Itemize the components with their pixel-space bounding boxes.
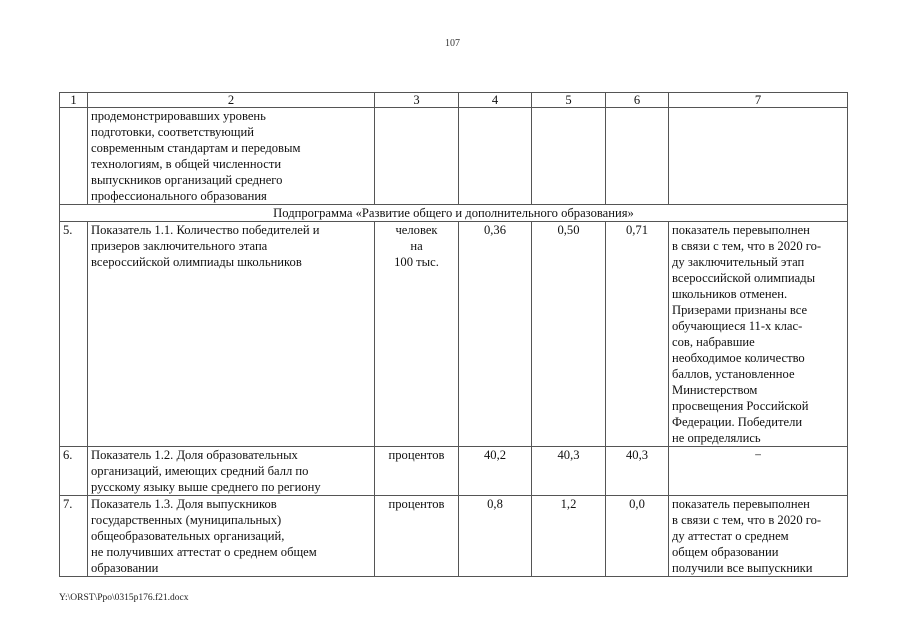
row-number: 5. [60, 222, 88, 447]
value-cell [459, 108, 532, 205]
unit-cell [375, 108, 459, 205]
note-cell: − [669, 447, 848, 496]
header-cell: 1 [60, 93, 88, 108]
unit-cell: процентов [375, 447, 459, 496]
subprogram-row [60, 205, 848, 222]
header-cell: 7 [669, 93, 848, 108]
page-number: 107 [445, 38, 460, 49]
header-cell: 4 [459, 93, 532, 108]
header-row [60, 93, 848, 108]
note-cell [669, 108, 848, 205]
indicators-table [59, 92, 848, 577]
header-cell: 6 [606, 93, 669, 108]
value-cell: 0,8 [459, 496, 532, 577]
unit-cell: человек на 100 тыс. [375, 222, 459, 447]
value-cell: 40,3 [606, 447, 669, 496]
note-cell: показатель перевыполнен в связи с тем, что в 2020 го- ду заключительный этап всероссийской олимпиады школьников отменен. Призерами признаны все обучающиеся 11-х клас- сов, набравшие необходимое количество баллов, установленное Министерством просвещения Российской Федерации. Победители не определялись [669, 222, 848, 447]
row-number: 6. [60, 447, 88, 496]
value-cell [532, 108, 606, 205]
header-cell: 5 [532, 93, 606, 108]
table-row [60, 447, 848, 496]
value-cell [606, 108, 669, 205]
indicator-cell: продемонстрировавших уровень подготовки, соответствующий современным стандартам и передовым технологиям, в общей численности выпускников организаций среднего профессионального образования [88, 108, 375, 205]
table-row [60, 222, 848, 447]
table-row [60, 496, 848, 577]
value-cell: 40,3 [532, 447, 606, 496]
header-cell: 2 [88, 93, 375, 108]
indicator-cell: Показатель 1.1. Количество победителей и призеров заключительного этапа всероссийской олимпиады школьников [88, 222, 375, 447]
table-row [60, 108, 848, 205]
value-cell: 0,50 [532, 222, 606, 447]
subprogram-heading: Подпрограмма «Развитие общего и дополнительного образования» [60, 205, 848, 222]
value-cell: 0,0 [606, 496, 669, 577]
indicator-cell: Показатель 1.3. Доля выпускников государственных (муниципальных) общеобразовательных организаций, не получивших аттестат о среднем общем образовании [88, 496, 375, 577]
row-number: 7. [60, 496, 88, 577]
value-cell: 0,71 [606, 222, 669, 447]
value-cell: 1,2 [532, 496, 606, 577]
row-number [60, 108, 88, 205]
value-cell: 0,36 [459, 222, 532, 447]
note-cell: показатель перевыполнен в связи с тем, что в 2020 го- ду аттестат о среднем общем образовании получили все выпускники [669, 496, 848, 577]
indicator-cell: Показатель 1.2. Доля образовательных организаций, имеющих средний балл по русскому языку выше среднего по региону [88, 447, 375, 496]
value-cell: 40,2 [459, 447, 532, 496]
unit-cell: процентов [375, 496, 459, 577]
file-path-footer: Y:\ORST\Ppo\0315p176.f21.docx [59, 593, 189, 603]
header-cell: 3 [375, 93, 459, 108]
